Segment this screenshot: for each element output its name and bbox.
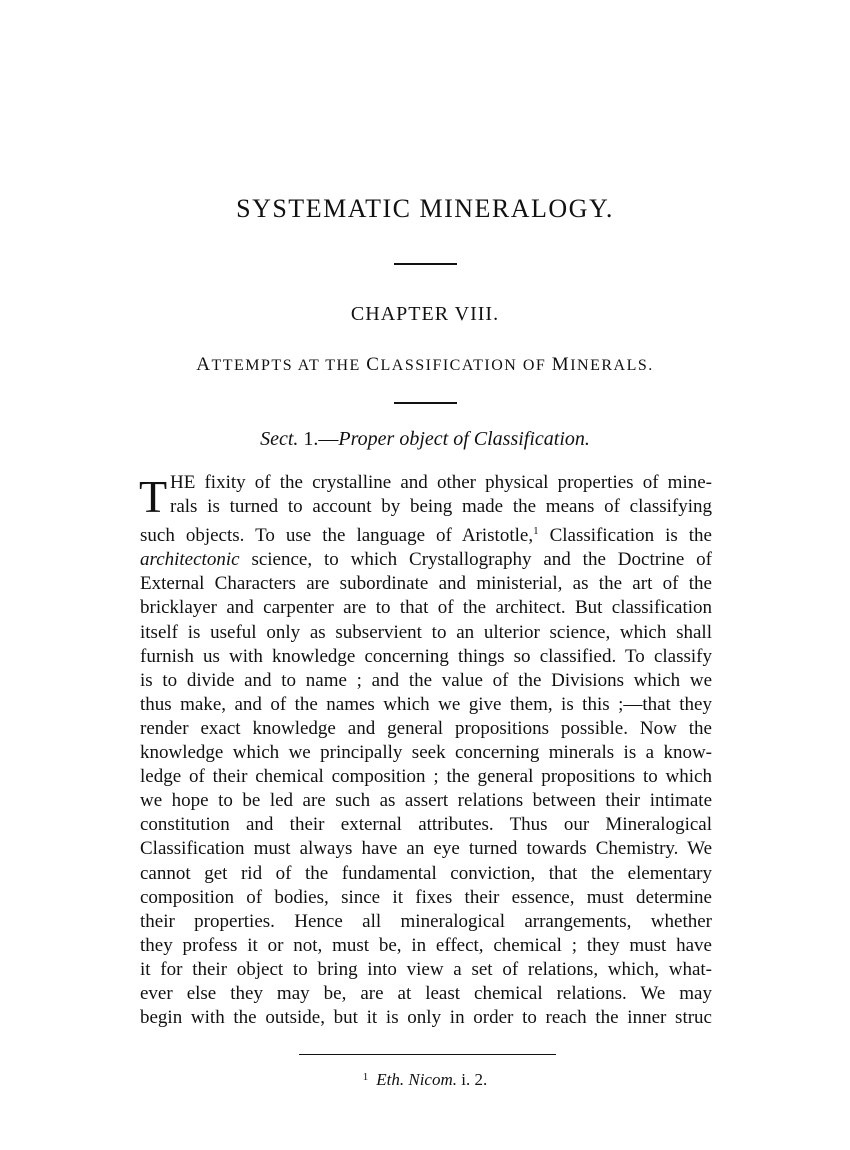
paragraph-line: ledge of their chemical composition ; the general propositions to which [140, 766, 712, 788]
chapter-subtitle [0, 354, 850, 376]
line-text: such objects. To use the language of Aristotle, [140, 525, 534, 547]
paragraph-line: constitution and their external attributes. Thus our Mineralogical [140, 814, 712, 836]
page-title: SYSTEMATIC MINERALOGY. [236, 194, 614, 223]
paragraph-line: Classification must always have an eye turned towards Chemistry. We [140, 838, 712, 860]
footnote-marker: 1 [533, 525, 539, 538]
paragraph-line: ever else they may be, are at least chemical relations. We may [140, 982, 712, 1004]
paragraph-line: is to divide and to name ; and the value of the Divisions which we [140, 669, 712, 691]
paragraph-line: External Characters are subordinate and ministerial, as the art of the [140, 573, 712, 595]
paragraph-line: knowledge which we principally seek concerning minerals is a know- [140, 742, 712, 764]
subtitle-initial: A [196, 354, 212, 375]
subtitle-initial: C [366, 354, 381, 375]
paragraph-line: their properties. Hence all mineralogical arrangements, whether [140, 910, 712, 932]
chapter-heading: CHAPTER VIII. [350, 303, 500, 325]
section-number: 1.— [298, 428, 339, 450]
section-prefix: Sect. [260, 428, 299, 450]
footnote-reference: i. 2. [457, 1070, 488, 1089]
paragraph-line: thus make, and of the names which we give them, is this ;—that they [140, 693, 712, 715]
paragraph-line: bricklayer and carpenter are to that of the architect. But classification [140, 597, 712, 619]
paragraph-line: furnish us with knowledge concerning things so classified. To classify [140, 645, 712, 667]
line-text: Classification is the [538, 525, 712, 547]
footnote [0, 1070, 850, 1090]
paragraph-line [140, 519, 712, 548]
section-title: Proper object of Classification. [338, 428, 590, 450]
divider-rule [394, 263, 457, 265]
subtitle-text: INERALS. [570, 357, 654, 374]
paragraph-line: rals is turned to account by being made the means of classifying [170, 496, 712, 518]
paragraph-line [140, 548, 712, 572]
paragraph-line: they profess it or not, must be, in effect, chemical ; they must have [140, 934, 712, 956]
footnote-rule [299, 1054, 556, 1055]
paragraph-line: begin with the outside, but it is only in order to reach the inner struc [140, 1007, 712, 1029]
footnote-number: 1 [362, 1071, 369, 1083]
paragraph-line: we hope to be led are such as assert relations between their intimate [140, 790, 712, 812]
subtitle-initial: M [551, 354, 571, 375]
body-paragraph [140, 471, 712, 1030]
subtitle-text: LASSIFICATION OF [380, 357, 552, 374]
paragraph-line: it for their object to bring into view a set of relations, which, what- [140, 958, 712, 980]
divider-rule [394, 402, 457, 404]
section-heading [0, 428, 850, 451]
footnote-source: Eth. Nicom. [376, 1070, 457, 1089]
paragraph-line: itself is useful only as subservient to an ulterior science, which shall [140, 621, 712, 643]
paragraph-line: render exact knowledge and general propositions possible. Now the [140, 717, 712, 739]
paragraph-line: cannot get rid of the fundamental conviction, that the elementary [140, 862, 712, 884]
paragraph-line: composition of bodies, since it fixes their essence, must determine [140, 886, 712, 908]
line-text: science, to which Crystallography and the Doctrine of [239, 549, 712, 571]
paragraph-line: HE fixity of the crystalline and other physical properties of mine- [170, 472, 712, 493]
subtitle-text: TTEMPTS AT THE [211, 357, 367, 374]
italic-term: architectonic [140, 549, 240, 571]
drop-cap: T [139, 471, 168, 522]
